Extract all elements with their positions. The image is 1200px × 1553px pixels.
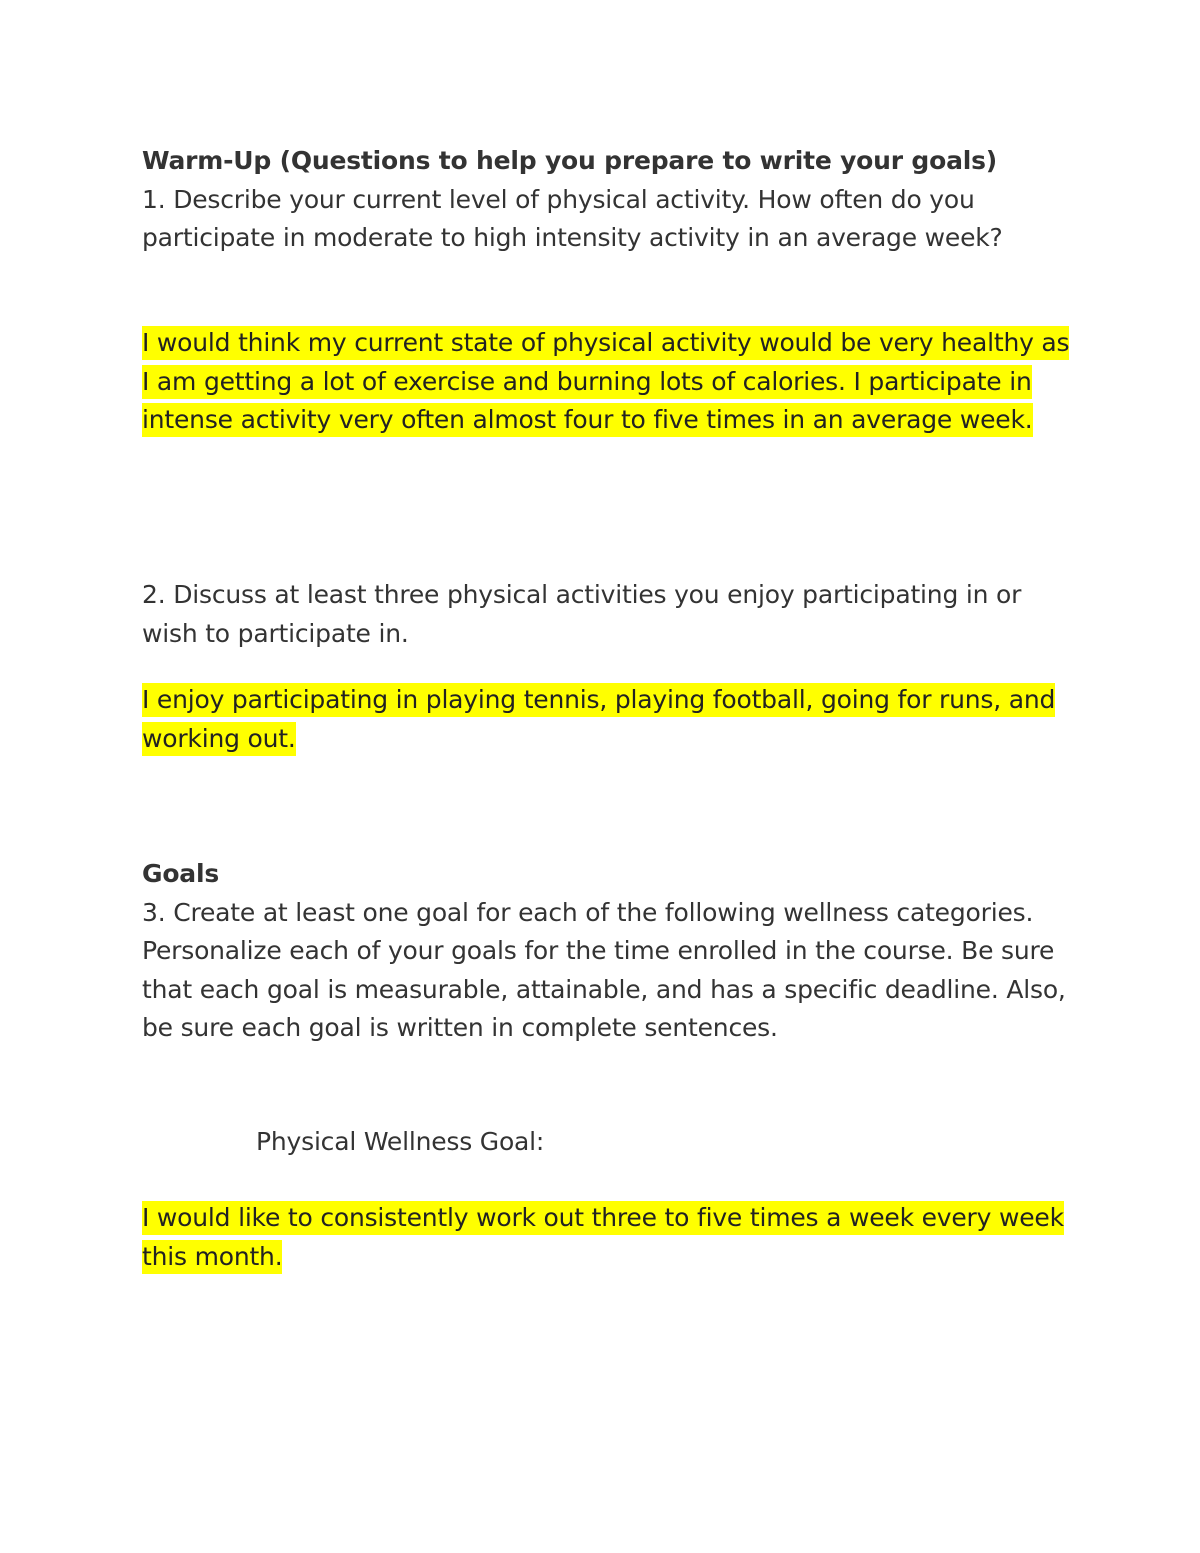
goals-section [142, 855, 1072, 1048]
warmup-section [142, 142, 1072, 258]
question-3: 3. Create at least one goal for each of the following wellness categories. Personalize each of your goals for the time enrolled in the course. Be sure that each goal is measurable, attainable, and has a specific deadline. Also, be sure each goal is written in complete sentences. [142, 897, 1066, 1042]
answer-2-paragraph [142, 681, 1072, 758]
question-2: 2. Discuss at least three physical activities you enjoy participating in or wish to participate in. [142, 580, 1022, 648]
physical-wellness-goal-label: Physical Wellness Goal: [256, 1127, 545, 1156]
goals-heading: Goals [142, 859, 220, 888]
answer-3-highlight: I would like to consistently work out three to five times a week every week this month. [142, 1201, 1064, 1274]
answer-1-highlight: I would think my current state of physical activity would be very healthy as I am getting a lot of exercise and burning lots of calories. I participate in intense activity very often almost four to five times in an average week. [142, 326, 1069, 437]
answer-3-paragraph [142, 1199, 1072, 1276]
question-1: 1. Describe your current level of physical activity. How often do you participate in moderate to high intensity activity in an average week? [142, 184, 1003, 252]
answer-1-paragraph [142, 324, 1072, 440]
warmup-heading: Warm-Up (Questions to help you prepare to write your goals) [142, 146, 998, 175]
answer-2-highlight: I enjoy participating in playing tennis, playing football, going for runs, and working out. [142, 683, 1055, 756]
